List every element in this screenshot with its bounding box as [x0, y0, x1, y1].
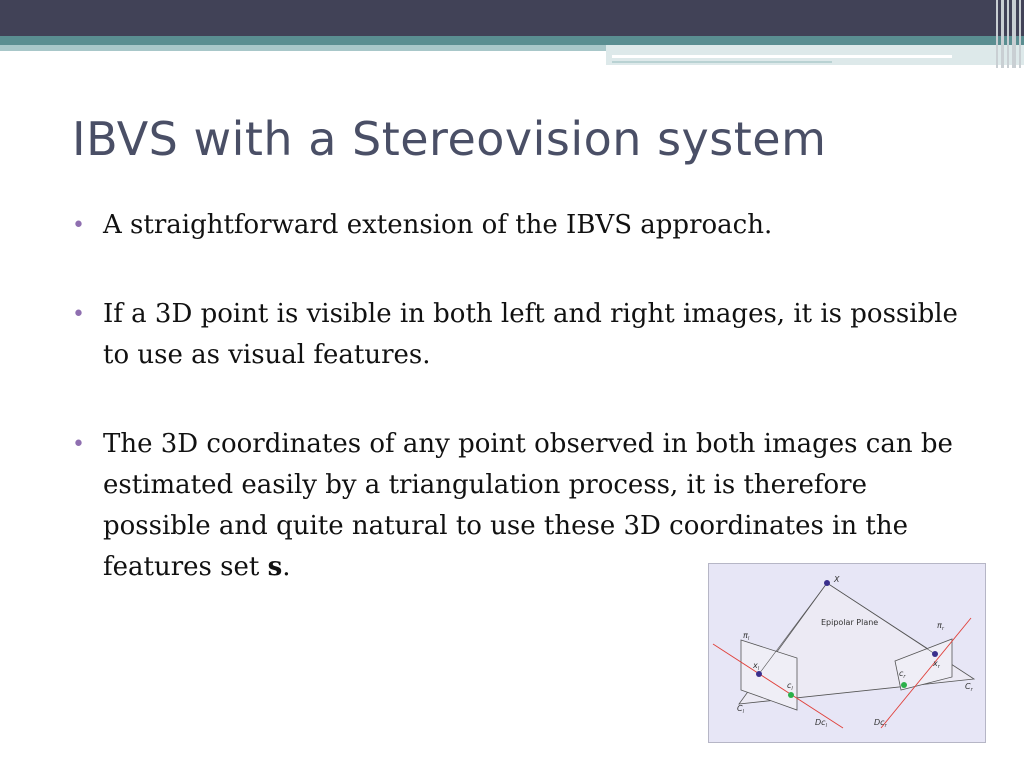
point-c-left [788, 692, 794, 698]
header-accent-light [0, 45, 606, 51]
corner-stripes [994, 0, 1024, 68]
header-band [0, 0, 1024, 36]
label-pi-right: $\pi_r$ [937, 621, 944, 632]
accent-line [612, 55, 952, 58]
label-x-right: $x_r$ [933, 659, 940, 670]
bullet-list [72, 205, 972, 588]
label-C-right: $C_r$ [965, 682, 973, 693]
bullet-item [72, 205, 972, 246]
header-accent-right [606, 45, 1024, 65]
label-pi-left: $\pi_l$ [743, 631, 750, 642]
accent-line [612, 61, 832, 63]
slide-title: IBVS with a Stereovision system [72, 112, 827, 166]
label-C-left: $C_l$ [737, 704, 744, 715]
bullet-text-end: . [282, 552, 291, 582]
label-Dc-left: $Dc_l$ [815, 718, 827, 729]
bullet-text: The 3D coordinates of any point observed in both images can be estimated easily by a triangulation process, it is therefore possible and quite natural to use these 3D coordinates in the features set [103, 429, 953, 582]
label-X: X [834, 575, 840, 584]
label-c-right: $c_r$ [899, 669, 906, 680]
point-X [824, 580, 830, 586]
bullet-bold-symbol: s [267, 552, 283, 582]
point-x-right [932, 651, 938, 657]
epipolar-geometry-figure [708, 563, 986, 743]
bullet-text: If a 3D point is visible in both left and right images, it is possible to use as visual features. [103, 299, 958, 370]
bullet-text: A straightforward extension of the IBVS approach. [103, 210, 773, 240]
bullet-dot: • [72, 302, 85, 327]
header-accent-stripe [0, 36, 1024, 45]
bullet-dot: • [72, 432, 85, 457]
label-Dc-right: $Dc_r$ [874, 718, 887, 729]
label-c-left: $c_l$ [787, 681, 793, 692]
bullet-item [72, 294, 972, 376]
label-x-left: $x_l$ [753, 661, 760, 672]
bullet-dot: • [72, 213, 85, 238]
epipolar-diagram [709, 564, 987, 744]
label-epipolar-plane: Epipolar Plane [821, 618, 879, 627]
point-c-right [901, 682, 907, 688]
